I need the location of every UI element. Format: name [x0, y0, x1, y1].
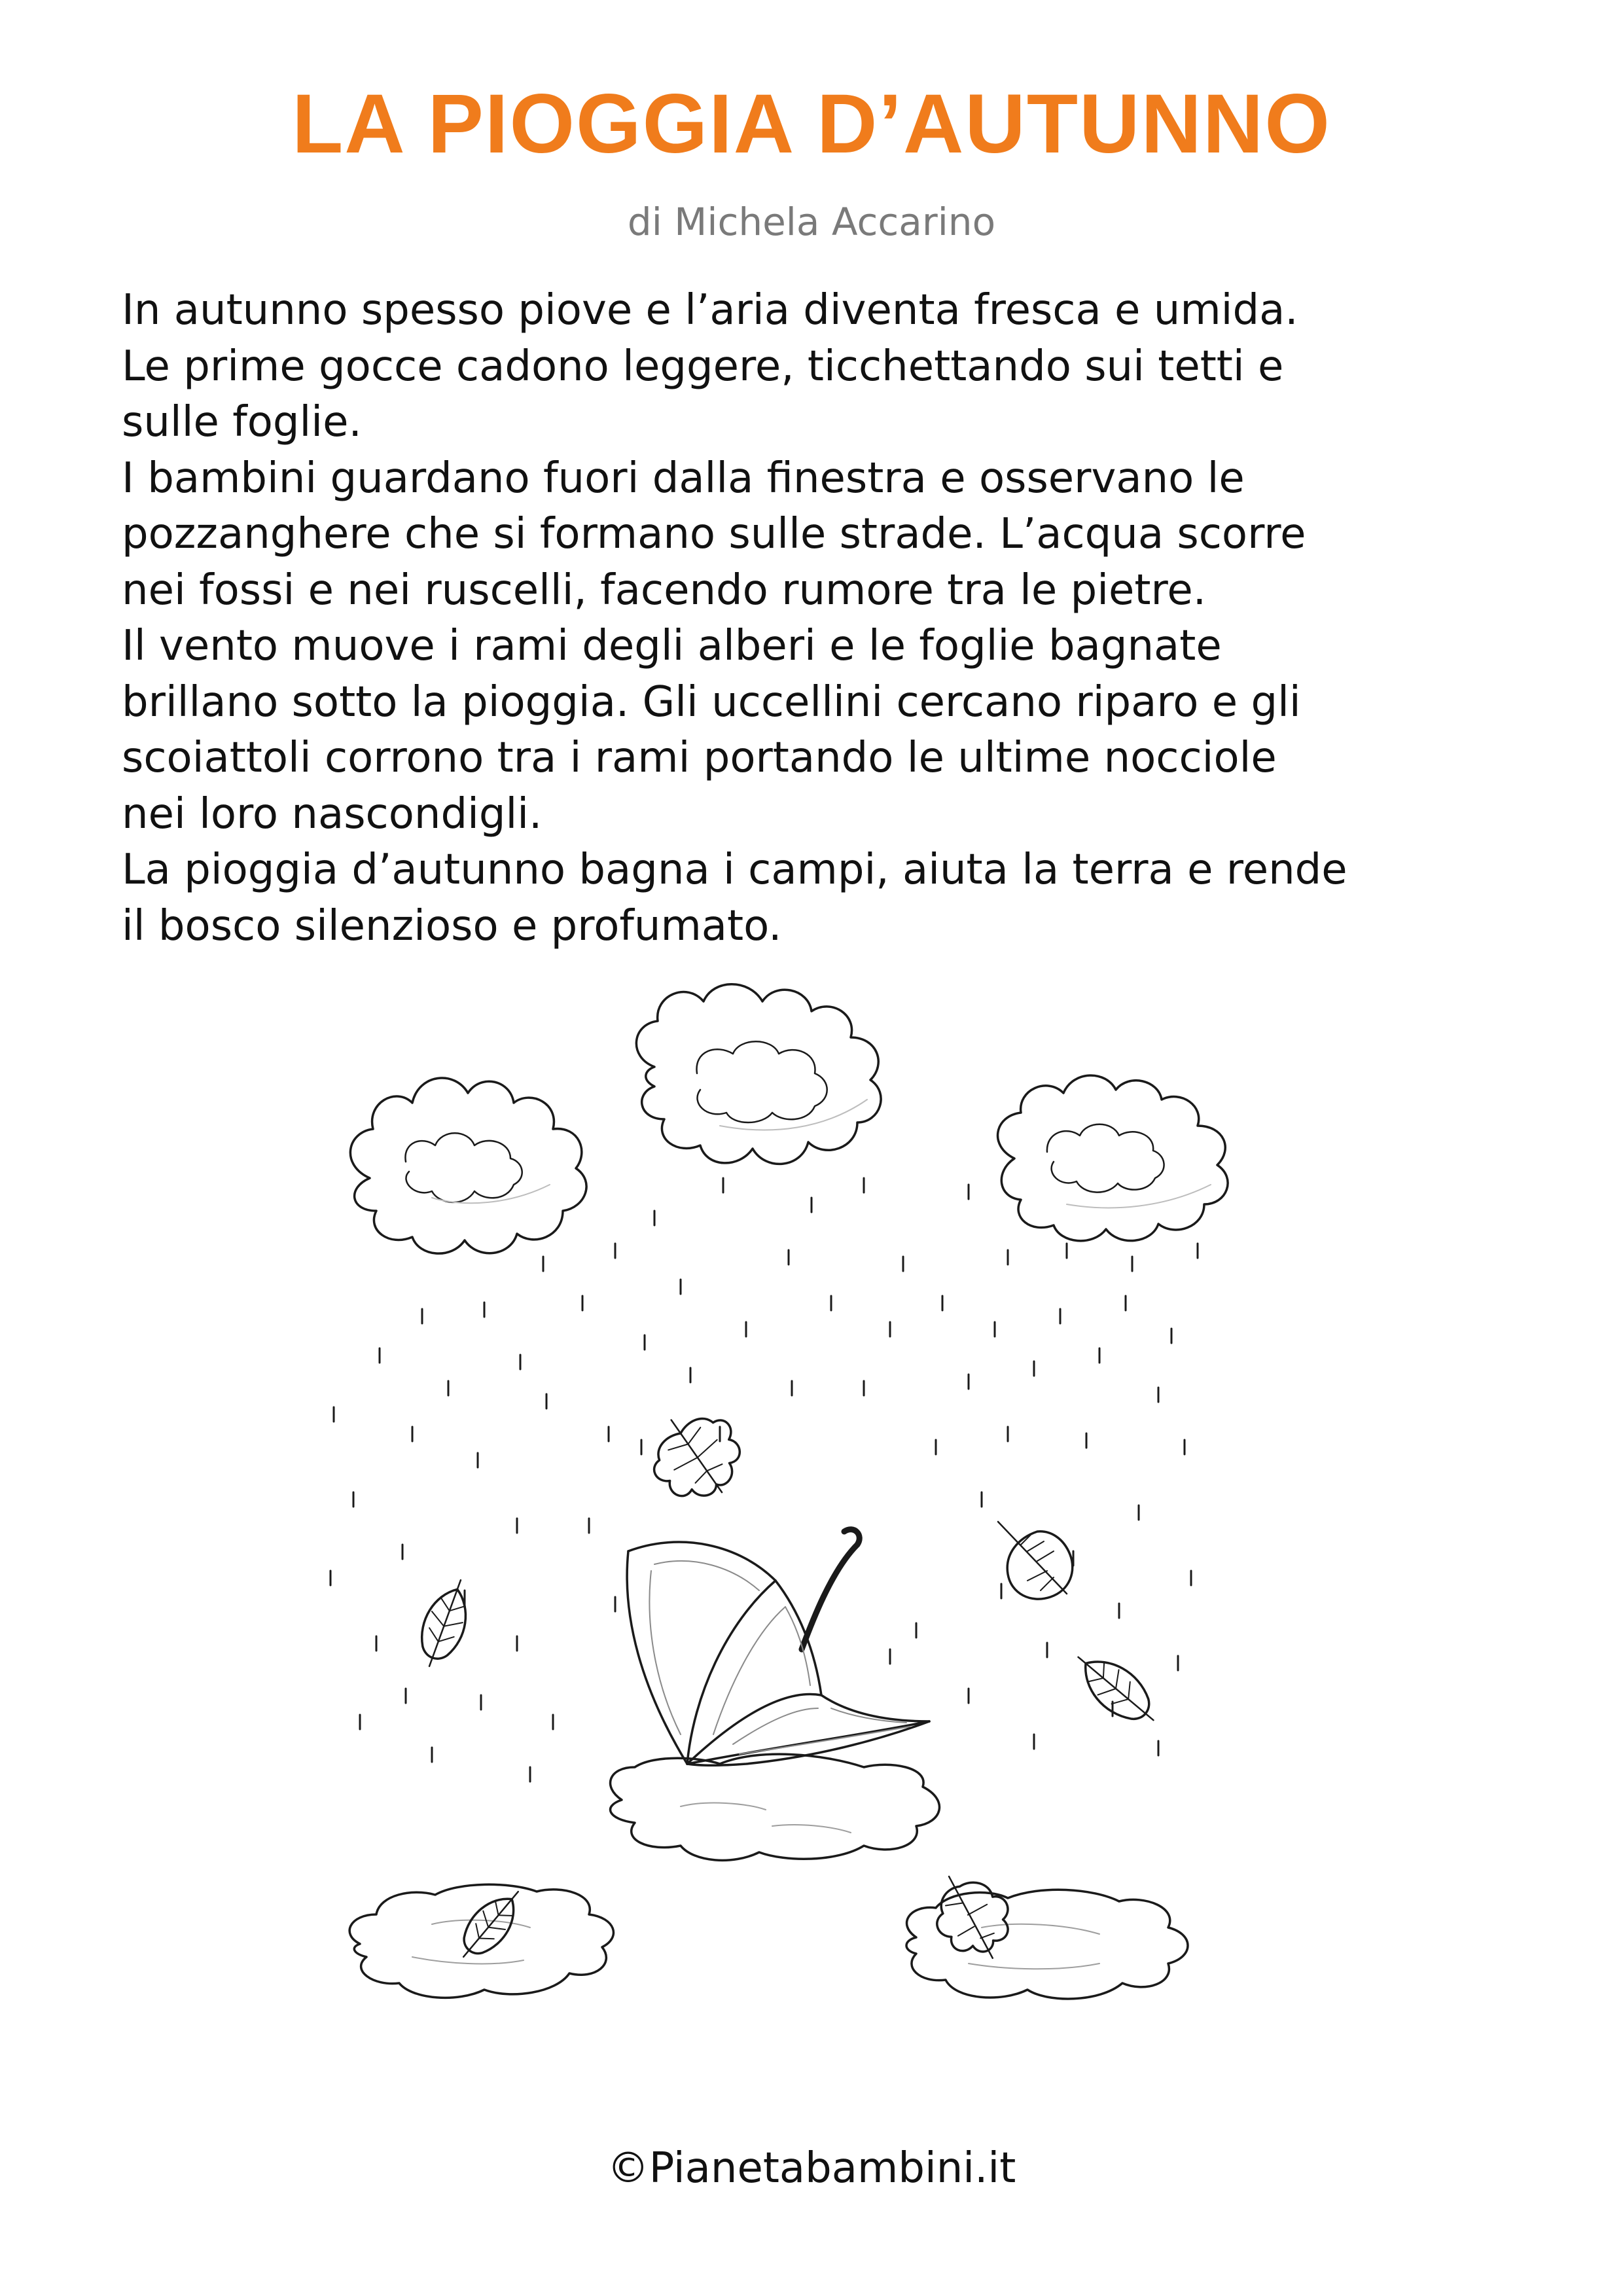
oak-leaf-icon — [635, 1395, 758, 1518]
story-line: scoiattoli corrono tra i rami portando le ultime nocciole — [122, 734, 1277, 782]
birch-leaf-icon — [998, 1522, 1073, 1599]
story-line: Le prime gocce cadono leggere, ticchettando sui tetti e — [122, 342, 1284, 391]
story-line: La pioggia d’autunno bagna i campi, aiuta la terra e rende — [122, 846, 1347, 894]
puddle-left — [349, 1884, 613, 1998]
author-byline: di Michela Accarino — [627, 200, 996, 244]
cloud-left-icon — [350, 1078, 586, 1253]
falling-leaf-left-icon — [410, 1573, 479, 1673]
story-text — [122, 283, 1529, 954]
falling-leaf-right-icon — [1065, 1641, 1167, 1736]
story-line: pozzanghere che si formano sulle strade. L’acqua scorre — [122, 510, 1306, 558]
umbrella-icon — [627, 1530, 929, 1765]
rain-umbrella-illustration — [314, 982, 1309, 2108]
story-line: sulle foglie. — [122, 398, 362, 446]
puddle-center — [611, 1754, 940, 1860]
raindrops — [330, 1178, 1198, 1782]
story-line: Il vento muove i rami degli alberi e le foglie bagnate — [122, 622, 1222, 670]
puddle-right — [906, 1890, 1188, 1999]
story-line: nei fossi e nei ruscelli, facendo rumore tra le pietre. — [122, 565, 1207, 615]
cloud-center-icon — [636, 984, 881, 1164]
story-line: I bambini guardano fuori dalla finestra e osservano le — [122, 454, 1245, 503]
copyright-footer: ©Pianetabambini.it — [607, 2144, 1016, 2193]
story-line: il bosco silenzioso e profumato. — [122, 901, 782, 950]
puddle-oak-leaf-icon — [923, 1861, 1023, 1973]
story-line: In autunno spesso piove e l’aria diventa fresca e umida. — [122, 286, 1298, 334]
cloud-right-icon — [998, 1075, 1228, 1241]
story-line: nei loro nascondigli. — [122, 789, 543, 838]
page-title: LA PIOGGIA D’AUTUNNO — [292, 77, 1331, 171]
story-line: brillano sotto la pioggia. Gli uccellini cercano riparo e gli — [122, 677, 1301, 726]
